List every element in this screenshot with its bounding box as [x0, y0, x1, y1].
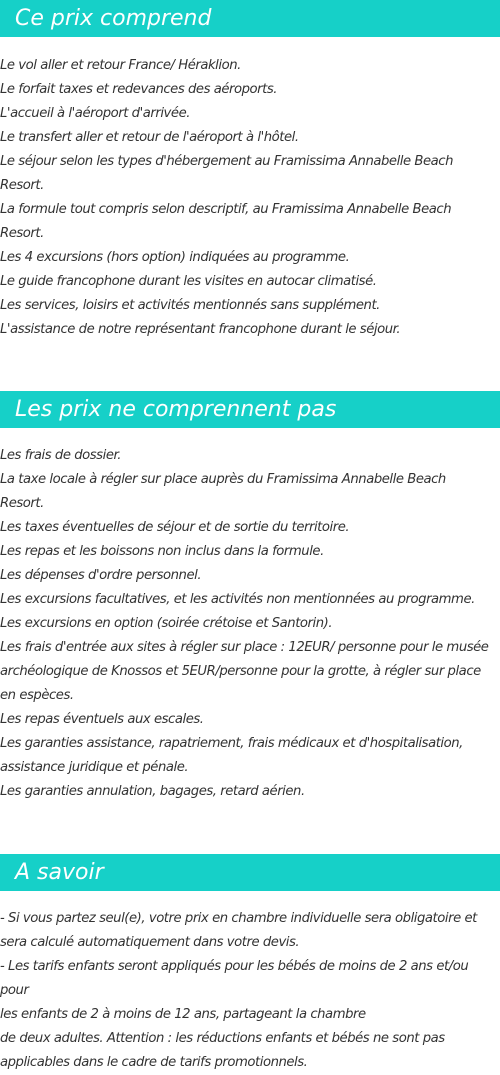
text-line: Les garanties annulation, bagages, retard aérien.	[0, 784, 305, 799]
text-line: Le transfert aller et retour de l'aéroport à l'hôtel.	[0, 130, 299, 145]
text-line: en espèces.	[0, 688, 74, 703]
text-line: Les excursions facultatives, et les activités non mentionnées au programme.	[0, 592, 475, 607]
text-line: sera calculé automatiquement dans votre devis.	[0, 935, 300, 950]
section-body-a-savoir	[0, 907, 500, 1075]
text-line: les enfants de 2 à moins de 12 ans, partageant la chambre	[0, 1007, 366, 1022]
text-line: Le guide francophone durant les visites en autocar climatisé.	[0, 274, 377, 289]
text-line: assistance juridique et pénale.	[0, 760, 189, 775]
text-line: Les repas éventuels aux escales.	[0, 712, 204, 727]
text-line: Resort.	[0, 226, 44, 241]
text-line: L'assistance de notre représentant francophone durant le séjour.	[0, 322, 401, 337]
text-line: Les frais de dossier.	[0, 448, 121, 463]
text-line: Les garanties assistance, rapatriement, frais médicaux et d'hospitalisation,	[0, 736, 463, 751]
text-line: archéologique de Knossos et 5EUR/personne pour la grotte, à régler sur place	[0, 664, 481, 679]
text-line: Les repas et les boissons non inclus dans la formule.	[0, 544, 324, 559]
text-line: Resort.	[0, 496, 44, 511]
text-line: L'accueil à l'aéroport d'arrivée.	[0, 106, 190, 121]
text-line: Les excursions en option (soirée crétoise et Santorin).	[0, 616, 333, 631]
text-line: - Si vous partez seul(e), votre prix en chambre individuelle sera obligatoire et	[0, 911, 477, 926]
text-line: Les dépenses d'ordre personnel.	[0, 568, 202, 583]
text-line: Les services, loisirs et activités mentionnés sans supplément.	[0, 298, 380, 313]
section-header-a-savoir: A savoir	[0, 854, 500, 891]
section-body-prix-ne-comprennent-pas	[0, 444, 500, 804]
section-header-prix-ne-comprennent-pas: Les prix ne comprennent pas	[0, 391, 500, 428]
section-header-ce-prix-comprend: Ce prix comprend	[0, 0, 500, 37]
text-line: Les taxes éventuelles de séjour et de sortie du territoire.	[0, 520, 350, 535]
text-line: Resort.	[0, 178, 44, 193]
text-line: La formule tout compris selon descriptif, au Framissima Annabelle Beach	[0, 202, 452, 217]
text-line: Le vol aller et retour France/ Héraklion.	[0, 58, 241, 73]
section-body-ce-prix-comprend	[0, 54, 500, 342]
text-line: La taxe locale à régler sur place auprès du Framissima Annabelle Beach	[0, 472, 446, 487]
text-line: Les frais d'entrée aux sites à régler sur place : 12EUR/ personne pour le musée	[0, 640, 489, 655]
text-line: de deux adultes. Attention : les réductions enfants et bébés ne sont pas	[0, 1031, 445, 1046]
text-line: Le forfait taxes et redevances des aéroports.	[0, 82, 278, 97]
text-line: - Les tarifs enfants seront appliqués pour les bébés de moins de 2 ans et/ou pour	[0, 959, 469, 998]
text-line: Les 4 excursions (hors option) indiquées au programme.	[0, 250, 350, 265]
text-line: applicables dans le cadre de tarifs promotionnels.	[0, 1055, 308, 1070]
text-line: Le séjour selon les types d'hébergement au Framissima Annabelle Beach	[0, 154, 453, 169]
